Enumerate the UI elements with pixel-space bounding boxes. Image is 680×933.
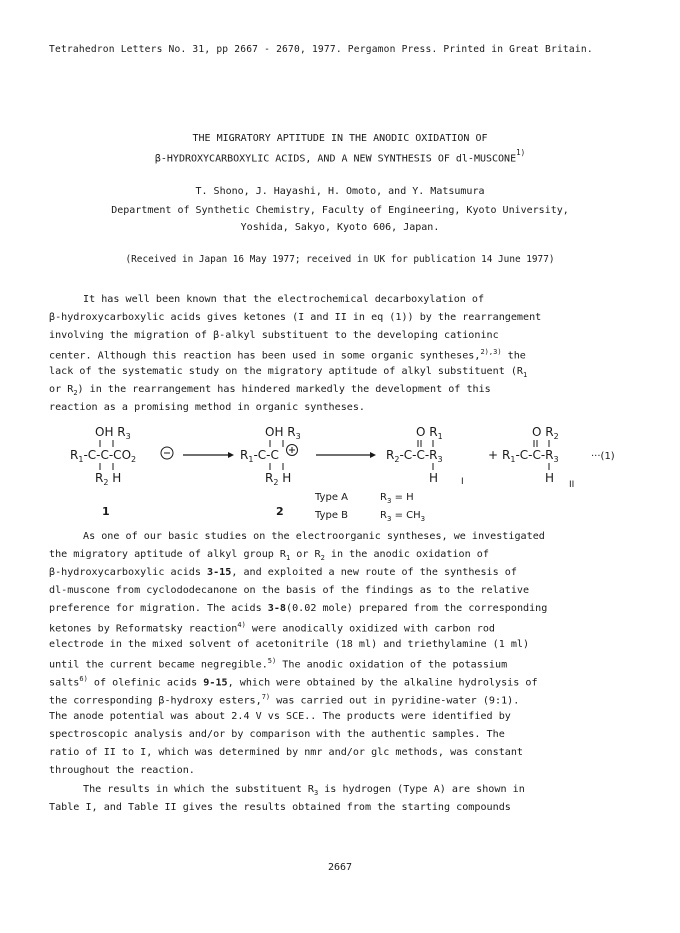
para1-line-7: reaction as a promising method in organic syntheses. <box>49 402 366 413</box>
product-II-mid: $R_1-C-C-R_3$ <box>502 448 559 464</box>
para1-line-6-sub: 2 <box>73 389 78 398</box>
para2-line-3-a: β-hydroxycarboxylic acids <box>49 567 208 578</box>
para2-line-6 <box>49 621 495 634</box>
para3-line-1-a: The results in which the substituent R <box>83 784 314 795</box>
product-I-bottom: H <box>429 471 439 485</box>
para2-line-8 <box>49 657 507 670</box>
title-line-1: THE MIGRATORY APTITUDE IN THE ANODIC OXIDATION OF <box>192 133 488 144</box>
compound-2 <box>240 425 301 518</box>
received-dates: (Received in Japan 16 May 1977; received in UK for publication 14 June 1977) <box>125 254 555 265</box>
para2-line-2-sub1: 1 <box>286 554 291 563</box>
equation-number: ···(1) <box>591 451 615 462</box>
plus-sign: + <box>488 448 499 462</box>
affiliation-line-1: Department of Synthetic Chemistry, Faculty of Engineering, Kyoto University, <box>111 205 569 216</box>
para1-line-6-a: or R <box>49 384 74 395</box>
reaction-scheme <box>40 420 640 525</box>
para3-line-1 <box>83 784 525 797</box>
para2-line-14: throughout the reaction. <box>49 765 195 776</box>
compound-2-label: 2 <box>276 505 284 518</box>
para1-line-5 <box>49 366 527 379</box>
para2-line-2-c: in the anodic oxidation of <box>324 549 489 560</box>
para2-compounds-3-15: 3-15 <box>207 567 232 578</box>
para2-line-7: electrode in the mixed solvent of acetonitrile (18 ml) and triethylamine (1 ml) <box>49 639 530 650</box>
para2-line-10-b: was carried out in pyridine-water (9:1). <box>270 695 520 707</box>
product-I-mid: $R_2-C-C-R_3$ <box>386 448 443 464</box>
product-I-label: I <box>461 477 464 487</box>
para1-line-2: β-hydroxycarboxylic acids gives ketones (I and II in eq (1)) by the rearrangement <box>49 312 542 323</box>
compound-2-top: OH $R_3$ <box>265 425 301 441</box>
authors: T. Shono, J. Hayashi, H. Omoto, and Y. Matsumura <box>195 186 485 197</box>
para3-line-1-b: is hydrogen (Type A) are shown in <box>318 784 525 795</box>
para1-line-5-a: lack of the systematic study on the migratory aptitude of alkyl substituent (R <box>49 366 524 377</box>
para2-line-4: dl-muscone from cyclododecanone on the basis of the findings as to the relative <box>49 585 530 596</box>
para2-line-10-a: the corresponding β-hydroxy esters, <box>49 695 262 707</box>
para2-line-9-a: salts <box>49 677 80 689</box>
product-II-bottom: H <box>545 471 555 485</box>
product-II <box>502 425 615 490</box>
para2-line-11: The anode potential was about 2.4 V vs SCE.. The products were identified by <box>49 711 511 722</box>
compound-1-top: OH $R_3$ <box>95 425 131 441</box>
type-b-label: Type B <box>315 510 349 521</box>
type-b-value: $R_3 = CH_3$ <box>380 510 426 523</box>
reaction-arrow-2 <box>316 452 376 458</box>
para2-line-9-b: of olefinic acids <box>87 677 204 689</box>
reaction-arrow-1 <box>183 452 234 458</box>
page-number: 2667 <box>327 862 353 873</box>
journal-header: Tetrahedron Letters No. 31, pp 2667 - 2670, 1977. Pergamon Press. Printed in Great Britain. <box>49 44 593 55</box>
para2-line-5-a: preference for migration. The acids <box>49 603 268 614</box>
para1-line-6-b: ) in the rearrangement has hindered markedly the development of this <box>77 384 491 395</box>
compound-2-mid: $R_1-C-C$ <box>240 448 279 464</box>
para2-ref-4: 4) <box>237 621 246 629</box>
para2-line-2-a: the migratory aptitude of alkyl group R <box>49 549 287 560</box>
compound-2-bottom: $R_2$ H <box>265 471 292 487</box>
type-a-value: $R_3 = H$ <box>380 492 414 505</box>
para2-line-8-b: The anodic oxidation of the potassium <box>276 659 508 671</box>
compound-1 <box>70 425 173 518</box>
para3-line-2: Table I, and Table II gives the results obtained from the starting compounds <box>49 802 511 813</box>
affiliation-line-2: Yoshida, Sakyo, Kyoto 606, Japan. <box>240 222 440 233</box>
para1-line-5-sub: 1 <box>523 371 528 380</box>
compound-1-bottom: $R_2$ H <box>95 471 122 487</box>
compound-1-label: 1 <box>102 505 110 518</box>
title-footnote-ref: 1) <box>516 148 526 157</box>
para2-compounds-9-15: 9-15 <box>203 677 228 689</box>
para1-line-3: involving the migration of β-alkyl substituent to the developing cationinc <box>49 330 499 341</box>
product-II-top: O $R_2$ <box>532 425 559 441</box>
para1-line-4 <box>49 348 526 361</box>
para2-line-8-a: until the current became negregible. <box>49 659 268 671</box>
para1-line-1: It has well been known that the electrochemical decarboxylation of <box>83 294 485 305</box>
type-a-label: Type A <box>315 492 348 503</box>
para2-line-2-b: or R <box>290 549 321 560</box>
para2-line-3 <box>49 567 517 578</box>
para2-line-13: ratio of II to I, which was determined by nmr and/or glc methods, was constant <box>49 747 524 758</box>
product-II-label: II <box>569 480 575 490</box>
para2-line-5 <box>49 603 547 614</box>
para2-line-2 <box>49 549 489 562</box>
para2-line-6-b: were anodically oxidized with carbon rod <box>245 623 495 635</box>
para2-compounds-3-8: 3-8 <box>267 603 287 614</box>
para2-line-12: spectroscopic analysis and/or by comparison with the authentic samples. The <box>49 729 505 740</box>
para2-line-3-b: , and exploited a new route of the synthesis of <box>231 567 517 578</box>
para3-line-1-sub: 3 <box>313 789 319 798</box>
para2-line-6-a: ketones by Reformatsky reaction <box>49 623 238 635</box>
para2-line-5-b: (0.02 mole) prepared from the corresponding <box>286 603 548 614</box>
para1-line-4-b: the <box>501 350 526 362</box>
para2-line-9 <box>49 675 538 688</box>
para2-ref-7: 7) <box>261 693 271 701</box>
title-line-2-text: β-HYDROXYCARBOXYLIC ACIDS, AND A NEW SYNTHESIS OF dl-MUSCONE <box>154 153 517 165</box>
para2-line-9-c: , which were obtained by the alkaline hydrolysis of <box>227 677 538 689</box>
para2-line-2-sub2: 2 <box>320 554 325 563</box>
title-line-2 <box>0 150 680 164</box>
para2-ref-5: 5) <box>267 657 277 665</box>
para1-line-4-a: center. Although this reaction has been used in some organic syntheses, <box>49 350 481 362</box>
para1-ref-2-3: 2),3) <box>480 348 502 356</box>
product-I <box>386 425 464 487</box>
product-I-top: O $R_1$ <box>416 425 443 441</box>
compound-1-mid: $R_1-C-C-CO_2$ <box>70 448 137 464</box>
para2-ref-6: 6) <box>79 675 88 683</box>
para1-line-6 <box>49 384 491 397</box>
para2-line-10 <box>49 693 519 706</box>
para2-line-1: As one of our basic studies on the electroorganic syntheses, we investigated <box>83 531 545 542</box>
